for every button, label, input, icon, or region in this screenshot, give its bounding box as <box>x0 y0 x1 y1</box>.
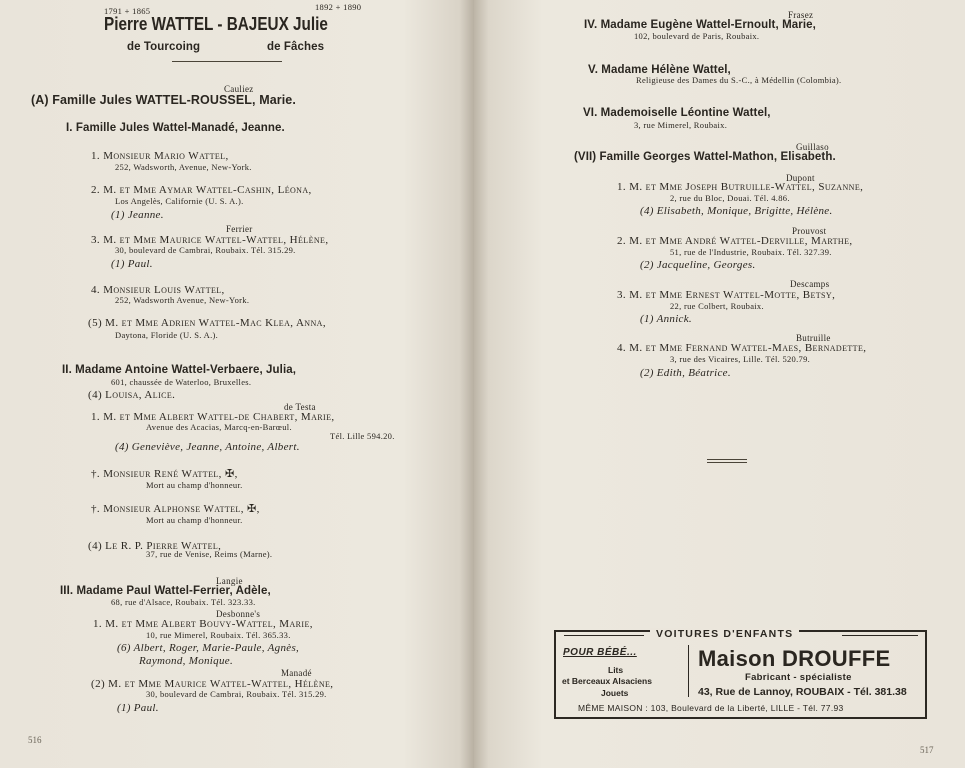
entry-address: Mort au champ d'honneur. <box>146 480 243 490</box>
entry-address: 51, rue de l'Industrie, Roubaix. Tél. 327.39. <box>670 247 832 257</box>
family-a-maiden: Cauliez <box>224 84 254 94</box>
ad-jouets: Jouets <box>601 688 629 698</box>
header-origin-right: de Fâches <box>267 41 325 53</box>
entry-children: (1) Paul. <box>111 258 153 270</box>
entry-maiden: Ferrier <box>226 224 253 234</box>
entry-children: (4) Elisabeth, Monique, Brigitte, Hélène. <box>640 205 833 217</box>
entry-children: (1) Paul. <box>117 702 159 714</box>
entry-address: Avenue des Acacias, Marcq-en-Barœul. <box>146 422 292 432</box>
entry-maiden: de Testa <box>284 402 316 412</box>
entry-address: 252, Wadsworth Avenue, New-York. <box>115 295 250 305</box>
entry-maiden: Prouvost <box>792 226 827 236</box>
entry-text: 1. M. et Mme Albert Bouvy-Wattel, Marie, <box>93 618 313 630</box>
entry-telephone: Tél. Lille 594.20. <box>330 431 395 441</box>
entry-address: Los Angelès, Californie (U. S. A.). <box>115 196 244 206</box>
family-a-heading: (A) Famille Jules WATTEL-ROUSSEL, Marie. <box>31 93 296 107</box>
ad-berceaux: et Berceaux Alsaciens <box>562 676 652 686</box>
ad-footer: MÊME MAISON : 103, Boulevard de la Liberté, LILLE - Tél. 77.93 <box>578 703 844 713</box>
entry-children: (1) Jeanne. <box>111 209 164 221</box>
page-number-left: 516 <box>28 735 42 745</box>
entry-address: 37, rue de Venise, Reims (Marne). <box>146 549 273 559</box>
ad-brand: Maison DROUFFE <box>698 646 891 671</box>
ad-header: VOITURES D'ENFANTS <box>650 628 799 640</box>
ad-address: 43, Rue de Lannoy, ROUBAIX - Tél. 381.38 <box>698 686 907 698</box>
section-2-address: 601, chaussée de Waterloo, Bruxelles. <box>111 377 252 387</box>
header-rule <box>172 61 282 62</box>
section-4-maiden: Frasez <box>788 10 814 20</box>
entry-children: (2) Jacqueline, Georges. <box>640 259 756 271</box>
entry-children-continued: Raymond, Monique. <box>139 655 233 667</box>
entry-address: 30, boulevard de Cambrai, Roubaix. Tél. 315.29. <box>115 245 296 255</box>
section-2-children: (4) Louisa, Alice. <box>88 389 176 401</box>
entry-address: 2, rue du Bloc, Douai. Tél. 4.86. <box>670 193 790 203</box>
header-dates-left: 1791 + 1865 <box>104 6 151 16</box>
entry-maiden: Descamps <box>790 279 830 289</box>
section-5-title: V. Madame Hélène Wattel, <box>588 64 731 76</box>
entry-children: (6) Albert, Roger, Marie-Paule, Agnès, <box>117 642 300 654</box>
entry-text: †. Monsieur René Wattel, ✠, <box>91 468 238 480</box>
entry-address: Mort au champ d'honneur. <box>146 515 243 525</box>
entry-address: 30, boulevard de Cambrai, Roubaix. Tél. 315.29. <box>146 689 327 699</box>
entry-children: (1) Annick. <box>640 313 692 325</box>
ad-header-rule-right <box>842 635 918 636</box>
section-2-title: II. Madame Antoine Wattel-Verbaere, Julia, <box>62 364 297 376</box>
entry-text: (2) M. et Mme Maurice Wattel-Wattel, Hélène, <box>91 678 334 690</box>
section-3-maiden: Langie <box>216 576 243 586</box>
ad-divider <box>688 645 689 697</box>
section-3-title: III. Madame Paul Wattel-Ferrier, Adèle, <box>60 585 271 597</box>
entry-text: (4) Le R. P. Pierre Wattel, <box>88 540 222 552</box>
entry-text: 4. M. et Mme Fernand Wattel-Maes, Bernadette, <box>617 342 867 354</box>
ad-lits: Lits <box>608 665 624 675</box>
entry-address: Daytona, Floride (U. S. A.). <box>115 330 219 340</box>
entry-address: 252, Wadsworth, Avenue, New-York. <box>115 162 252 172</box>
section-4-address: 102, boulevard de Paris, Roubaix. <box>634 31 760 41</box>
section-7-maiden: Guillaso <box>796 142 829 152</box>
entry-children: (4) Geneviève, Jeanne, Antoine, Albert. <box>115 441 300 453</box>
ad-header-rule-left <box>564 635 644 636</box>
entry-text: 4. Monsieur Louis Wattel, <box>91 284 225 296</box>
entry-text: 3. M. et Mme Maurice Wattel-Wattel, Hélène, <box>91 234 329 246</box>
section-1-title: I. Famille Jules Wattel-Manadé, Jeanne. <box>66 122 285 134</box>
entry-maiden: Butruille <box>796 333 831 343</box>
entry-text: 2. M. et Mme Aymar Wattel-Cashin, Léona, <box>91 184 312 196</box>
entry-text: 1. Monsieur Mario Wattel, <box>91 150 229 162</box>
entry-maiden: Dupont <box>786 173 815 183</box>
end-rule <box>707 462 747 463</box>
entry-maiden: Manadé <box>281 668 312 678</box>
section-4-title: IV. Madame Eugène Wattel-Ernoult, Marie, <box>584 19 816 31</box>
entry-text: 3. M. et Mme Ernest Wattel-Motte, Betsy, <box>617 289 836 301</box>
entry-text: 1. M. et Mme Joseph Butruille-Wattel, Suzanne, <box>617 181 864 193</box>
entry-address: 3, rue des Vicaires, Lille. Tél. 520.79. <box>670 354 811 364</box>
ad-pour-bebe: POUR BÉBÉ... <box>563 647 637 658</box>
section-7-title: (VII) Famille Georges Wattel-Mathon, Elisabeth. <box>574 151 836 163</box>
ad-subtitle: Fabricant - spécialiste <box>745 672 852 683</box>
entry-text: †. Monsieur Alphonse Wattel, ✠, <box>91 503 260 515</box>
section-6-address: 3, rue Mimerel, Roubaix. <box>634 120 728 130</box>
entry-text: 1. M. et Mme Albert Wattel-de Chabert, Marie, <box>91 411 335 423</box>
page-title: Pierre WATTEL - BAJEUX Julie <box>104 14 328 34</box>
section-3-address: 68, rue d'Alsace, Roubaix. Tél. 323.33. <box>111 597 256 607</box>
end-rule <box>707 459 747 460</box>
entry-text: 2. M. et Mme André Wattel-Derville, Marthe, <box>617 235 853 247</box>
entry-address: 22, rue Colbert, Roubaix. <box>670 301 764 311</box>
entry-children: (2) Edith, Béatrice. <box>640 367 731 379</box>
header-origin-left: de Tourcoing <box>127 41 201 53</box>
section-5-address: Religieuse des Dames du S.-C., à Médellin (Colombia). <box>636 75 842 85</box>
left-page <box>0 0 474 768</box>
entry-maiden: Desbonne's <box>216 609 261 619</box>
entry-text: (5) M. et Mme Adrien Wattel-Mac Klea, Anna, <box>88 317 326 329</box>
page-number-right: 517 <box>920 745 934 755</box>
section-6-title: VI. Mademoiselle Léontine Wattel, <box>583 107 771 119</box>
header-dates-right: 1892 + 1890 <box>315 2 362 12</box>
entry-address: 10, rue Mimerel, Roubaix. Tél. 365.33. <box>146 630 291 640</box>
